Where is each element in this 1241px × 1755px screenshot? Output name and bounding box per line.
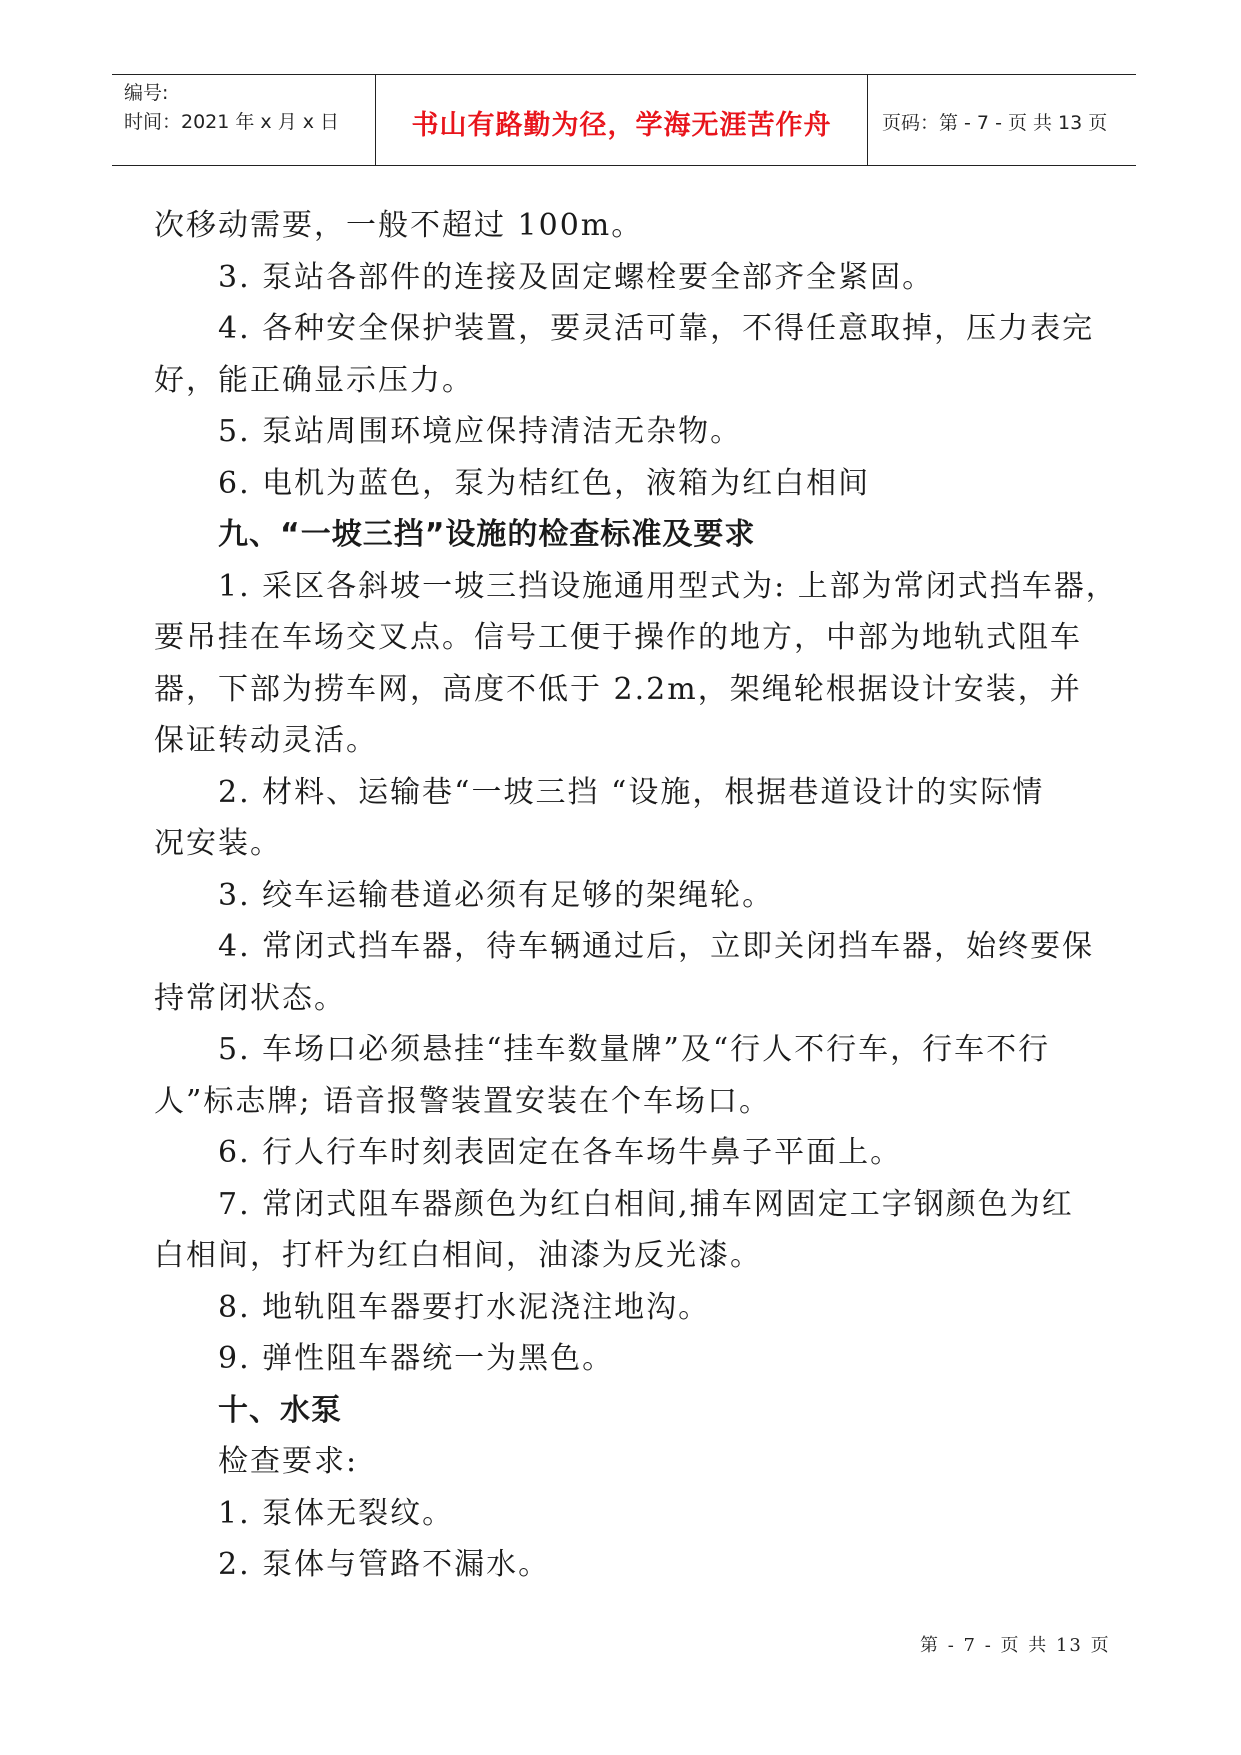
paragraph-line: 6. 电机为蓝色，泵为桔红色，液箱为红白相间	[218, 465, 871, 501]
paragraph-line: 7. 常闭式阻车器颜色为红白相间,捕车网固定工字钢颜色为红	[218, 1186, 1074, 1222]
paragraph-line: 白相间，打杆为红白相间，油漆为反光漆。	[154, 1238, 762, 1273]
paragraph-line: 1. 采区各斜坡一坡三挡设施通用型式为: 上部为常闭式挡车器，	[218, 568, 1118, 604]
paragraph-line: 人”标志牌; 语音报警装置安装在个车场口。	[154, 1083, 771, 1119]
paragraph-line: 9. 弹性阻车器统一为黑色。	[218, 1341, 615, 1376]
paragraph-line: 保证转动灵活。	[154, 723, 378, 758]
paragraph-line: 4. 常闭式挡车器，待车辆通过后，立即关闭挡车器，始终要保	[218, 929, 1095, 964]
header-motto: 书山有路勤为径，学海无涯苦作舟	[376, 75, 868, 165]
paragraph-line: 4. 各种安全保护装置，要灵活可靠，不得任意取掉，压力表完	[218, 311, 1095, 346]
paragraph-line: 2. 泵体与管路不漏水。	[218, 1547, 551, 1582]
header-page-info: 页码：第 - 7 - 页 共 13 页	[882, 111, 1108, 134]
paragraph-line: 况安装。	[154, 826, 282, 861]
paragraph-line: 5. 车场口必须悬挂“挂车数量牌”及“行人不行车，行车不行	[218, 1032, 1051, 1067]
time-label: 时间：2021 年 x 月 x 日	[124, 111, 340, 133]
paragraph-line: 1. 泵体无裂纹。	[218, 1495, 455, 1531]
serial-number-label: 编号:	[124, 82, 169, 104]
page-footer: 第 - 7 - 页 共 13 页	[920, 1635, 1111, 1656]
page-header	[112, 74, 1136, 166]
paragraph-line: 检查要求:	[218, 1444, 359, 1479]
paragraph-line: 好，能正确显示压力。	[154, 362, 474, 398]
document-body	[154, 200, 1118, 1591]
paragraph-line: 3. 绞车运输巷道必须有足够的架绳轮。	[218, 877, 775, 913]
section-heading: 十、水泵	[218, 1392, 342, 1428]
paragraph-line: 器，下部为捞车网，高度不低于 2.2m，架绳轮根据设计安装，并	[154, 671, 1082, 707]
paragraph-line: 6. 行人行车时刻表固定在各车场牛鼻子平面上。	[218, 1135, 903, 1170]
paragraph-line: 持常闭状态。	[154, 980, 346, 1016]
paragraph-line: 3. 泵站各部件的连接及固定螺栓要全部齐全紧固。	[218, 259, 935, 295]
section-heading: 九、“一坡三挡”设施的检查标准及要求	[218, 517, 756, 552]
paragraph-line: 2. 材料、运输巷“一坡三挡 “设施，根据巷道设计的实际情	[218, 774, 1045, 810]
paragraph-line: 次移动需要，一般不超过 100m。	[154, 208, 644, 243]
paragraph-line: 要吊挂在车场交叉点。信号工便于操作的地方，中部为地轨式阻车	[154, 620, 1082, 655]
paragraph-line: 5. 泵站周围环境应保持清洁无杂物。	[218, 414, 743, 449]
header-meta	[112, 75, 376, 165]
paragraph-line: 8. 地轨阻车器要打水泥浇注地沟。	[218, 1289, 711, 1325]
